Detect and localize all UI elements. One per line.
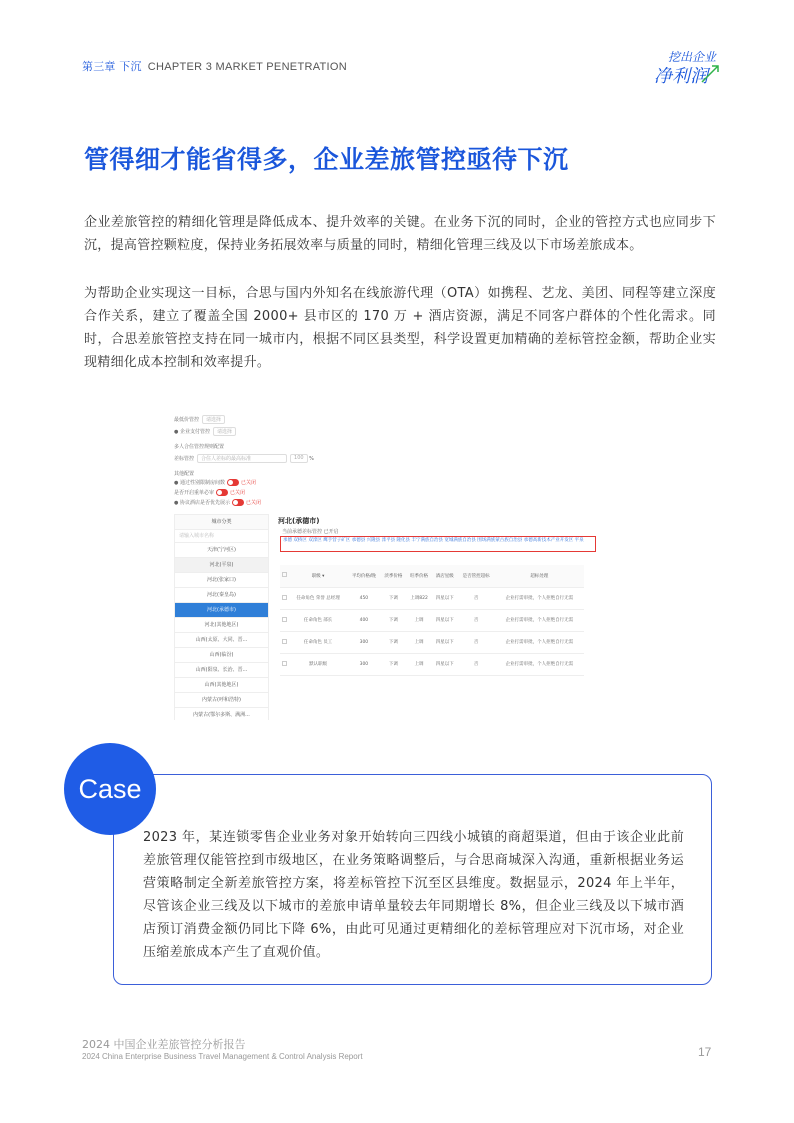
city-item[interactable]: 内蒙古(鄂尔多斯、满洲... bbox=[175, 708, 268, 720]
city-item[interactable]: 河北(其他地区) bbox=[175, 618, 268, 633]
page-title: 管得细才能省得多，企业差旅管控亟待下沉 bbox=[84, 145, 569, 174]
toggle-row: 是否开启重单必审 已关闭 bbox=[174, 490, 246, 496]
policy-select[interactable]: 合住人差标的最高标准 bbox=[197, 454, 287, 463]
chapter-header bbox=[82, 58, 347, 74]
case-text: 2023 年，某连锁零售企业业务对象开始转向三四线小城镇的商超渠道，但由于该企业此前差旅管理仅能管控到市级地区，在业务策略调整后，与合思商城深入沟通，重新根据业务运营策略制定全新差旅管控方案，将差标管控下沉至区县维度。数据显示，2024 年上半年，尽管该企业三线及以下城市的差旅申请单量较去年同期增长 8%，但企业三线及以下城市酒店预订消费金额仍同比下降 6%，由此可见通过更精细化的差标管理应对下沉市场，对企业压缩差旅成本产生了直观价值。 bbox=[143, 830, 684, 960]
toggle-row: ● 通过性别限制房间数 已关闭 bbox=[174, 480, 256, 486]
setting-select[interactable]: 请选择 bbox=[202, 415, 225, 424]
policy-table bbox=[280, 565, 584, 676]
logo-line2: 净利润 bbox=[654, 66, 708, 87]
col-header: 超标处理 bbox=[495, 565, 584, 587]
footer-report-cn: 2024 中国企业差旅管控分析报告 bbox=[82, 1038, 246, 1051]
table-row: 任命角色 部长 400 下调 上调 四星以下 否 企业打需审批，个人拒绝自行无需 bbox=[280, 609, 584, 631]
chapter-cn: 第三章 下沉 bbox=[82, 60, 142, 73]
city-item[interactable]: 天津(宁河区) bbox=[175, 543, 268, 558]
col-header: 是否管控超标 bbox=[458, 565, 495, 587]
trend-arrow-icon bbox=[700, 62, 722, 84]
setting-row: 最低价管控 请选择 bbox=[174, 415, 225, 424]
table-row: 默认职级 300 下调 上调 四星以下 否 企业打需审批，个人拒绝自行无需 bbox=[280, 653, 584, 675]
city-item[interactable]: 内蒙古(呼和浩特) bbox=[175, 693, 268, 708]
city-item[interactable]: 山西(临汾) bbox=[175, 648, 268, 663]
toggle-switch[interactable] bbox=[227, 479, 239, 486]
district-highlight: 承德 双桥区 双滦区 鹰手营子矿区 承德县 兴隆县 滦平县 隆化县 丰宁满族自治县 宽城满族自治县 围场满族蒙古族自治县 承德高新技术产业开发区 平泉 bbox=[280, 536, 596, 552]
logo-line1: 挖出企业 bbox=[667, 50, 716, 64]
row-checkbox[interactable] bbox=[282, 595, 287, 600]
col-header: 淡季价格 bbox=[381, 565, 407, 587]
page-number: 17 bbox=[698, 1045, 712, 1059]
paragraph-2: 为帮助企业实现这一目标，合思与国内外知名在线旅游代理（OTA）如携程、艺龙、美团、同程等建立深度合作关系，建立了覆盖全国 2000+ 县市区的 170 万 + 酒店资源，满足不同客户群体的个性化需求。同时，合思差旅管控支持在同一城市内，根据不同区县类型，科学设置更加精确的差标管控金额，帮助企业实现精细化成本控制和效率提升。 bbox=[84, 286, 716, 370]
paragraph-1: 企业差旅管控的精细化管理是降低成本、提升效率的关键。在业务下沉的同时，企业的管控方式也应同步下沉，提高管控颗粒度，保持业务拓展效率与质量的同时，精细化管理三线及以下市场差旅成本。 bbox=[84, 215, 716, 253]
setting-row: ● 企业支付管控 请选择 bbox=[174, 427, 236, 436]
row-checkbox[interactable] bbox=[282, 661, 287, 666]
city-search-input[interactable]: 请输入城市名称 bbox=[175, 530, 268, 543]
policy-pct-input[interactable]: 100 bbox=[290, 454, 308, 463]
city-item[interactable]: 山西(其他地区) bbox=[175, 678, 268, 693]
table-row: 任命角色 荣誉 总经理 450 下调 上调822 四星以下 否 企业打需审批，个人拒绝自行无需 bbox=[280, 587, 584, 609]
city-item[interactable]: 河北(平泉) bbox=[175, 558, 268, 573]
city-item-active[interactable]: 河北(承德市) bbox=[175, 603, 268, 618]
config-status: 当前承德差标管控 已开启 bbox=[282, 529, 339, 535]
toggle-row: ● 协议酒店是否优先展示 已关闭 bbox=[174, 500, 261, 506]
city-item[interactable]: 山西(太原、大同、晋... bbox=[175, 633, 268, 648]
city-item[interactable]: 山西(阳泉、长治、晋... bbox=[175, 663, 268, 678]
col-header: 职级 ▾ bbox=[289, 565, 347, 587]
col-header: 旺季价格 bbox=[406, 565, 432, 587]
footer-report-en: 2024 China Enterprise Business Travel Management & Control Analysis Report bbox=[82, 1052, 363, 1061]
select-all-checkbox[interactable] bbox=[282, 572, 287, 577]
table-row: 任命角色 员工 300 下调 上调 四星以下 否 企业打需审批，个人拒绝自行无需 bbox=[280, 631, 584, 653]
brand-logo bbox=[632, 48, 722, 90]
chapter-en: CHAPTER 3 MARKET PENETRATION bbox=[147, 61, 348, 73]
city-item[interactable]: 河北(秦皇岛) bbox=[175, 588, 268, 603]
col-header: 平均价格/晚 bbox=[347, 565, 380, 587]
table-header-row bbox=[280, 565, 584, 587]
product-screenshot bbox=[170, 415, 642, 720]
toggle-switch[interactable] bbox=[232, 499, 244, 506]
other-title: 其他配置 bbox=[174, 471, 195, 477]
city-list-header: 城市分类 bbox=[175, 515, 268, 530]
city-item[interactable]: 河北(张家口) bbox=[175, 573, 268, 588]
toggle-switch[interactable] bbox=[216, 489, 228, 496]
col-header: 酒店星级 bbox=[432, 565, 458, 587]
config-title: 河北(承德市) bbox=[278, 517, 320, 525]
setting-select[interactable]: 请选择 bbox=[213, 427, 236, 436]
row-checkbox[interactable] bbox=[282, 617, 287, 622]
case-badge: Case bbox=[64, 743, 156, 835]
policy-row: 差标管控 合住人差标的最高标准 100 % bbox=[174, 455, 314, 462]
row-checkbox[interactable] bbox=[282, 639, 287, 644]
city-list bbox=[174, 514, 269, 720]
multi-title: 多人合住管控规则配置 bbox=[174, 444, 225, 450]
